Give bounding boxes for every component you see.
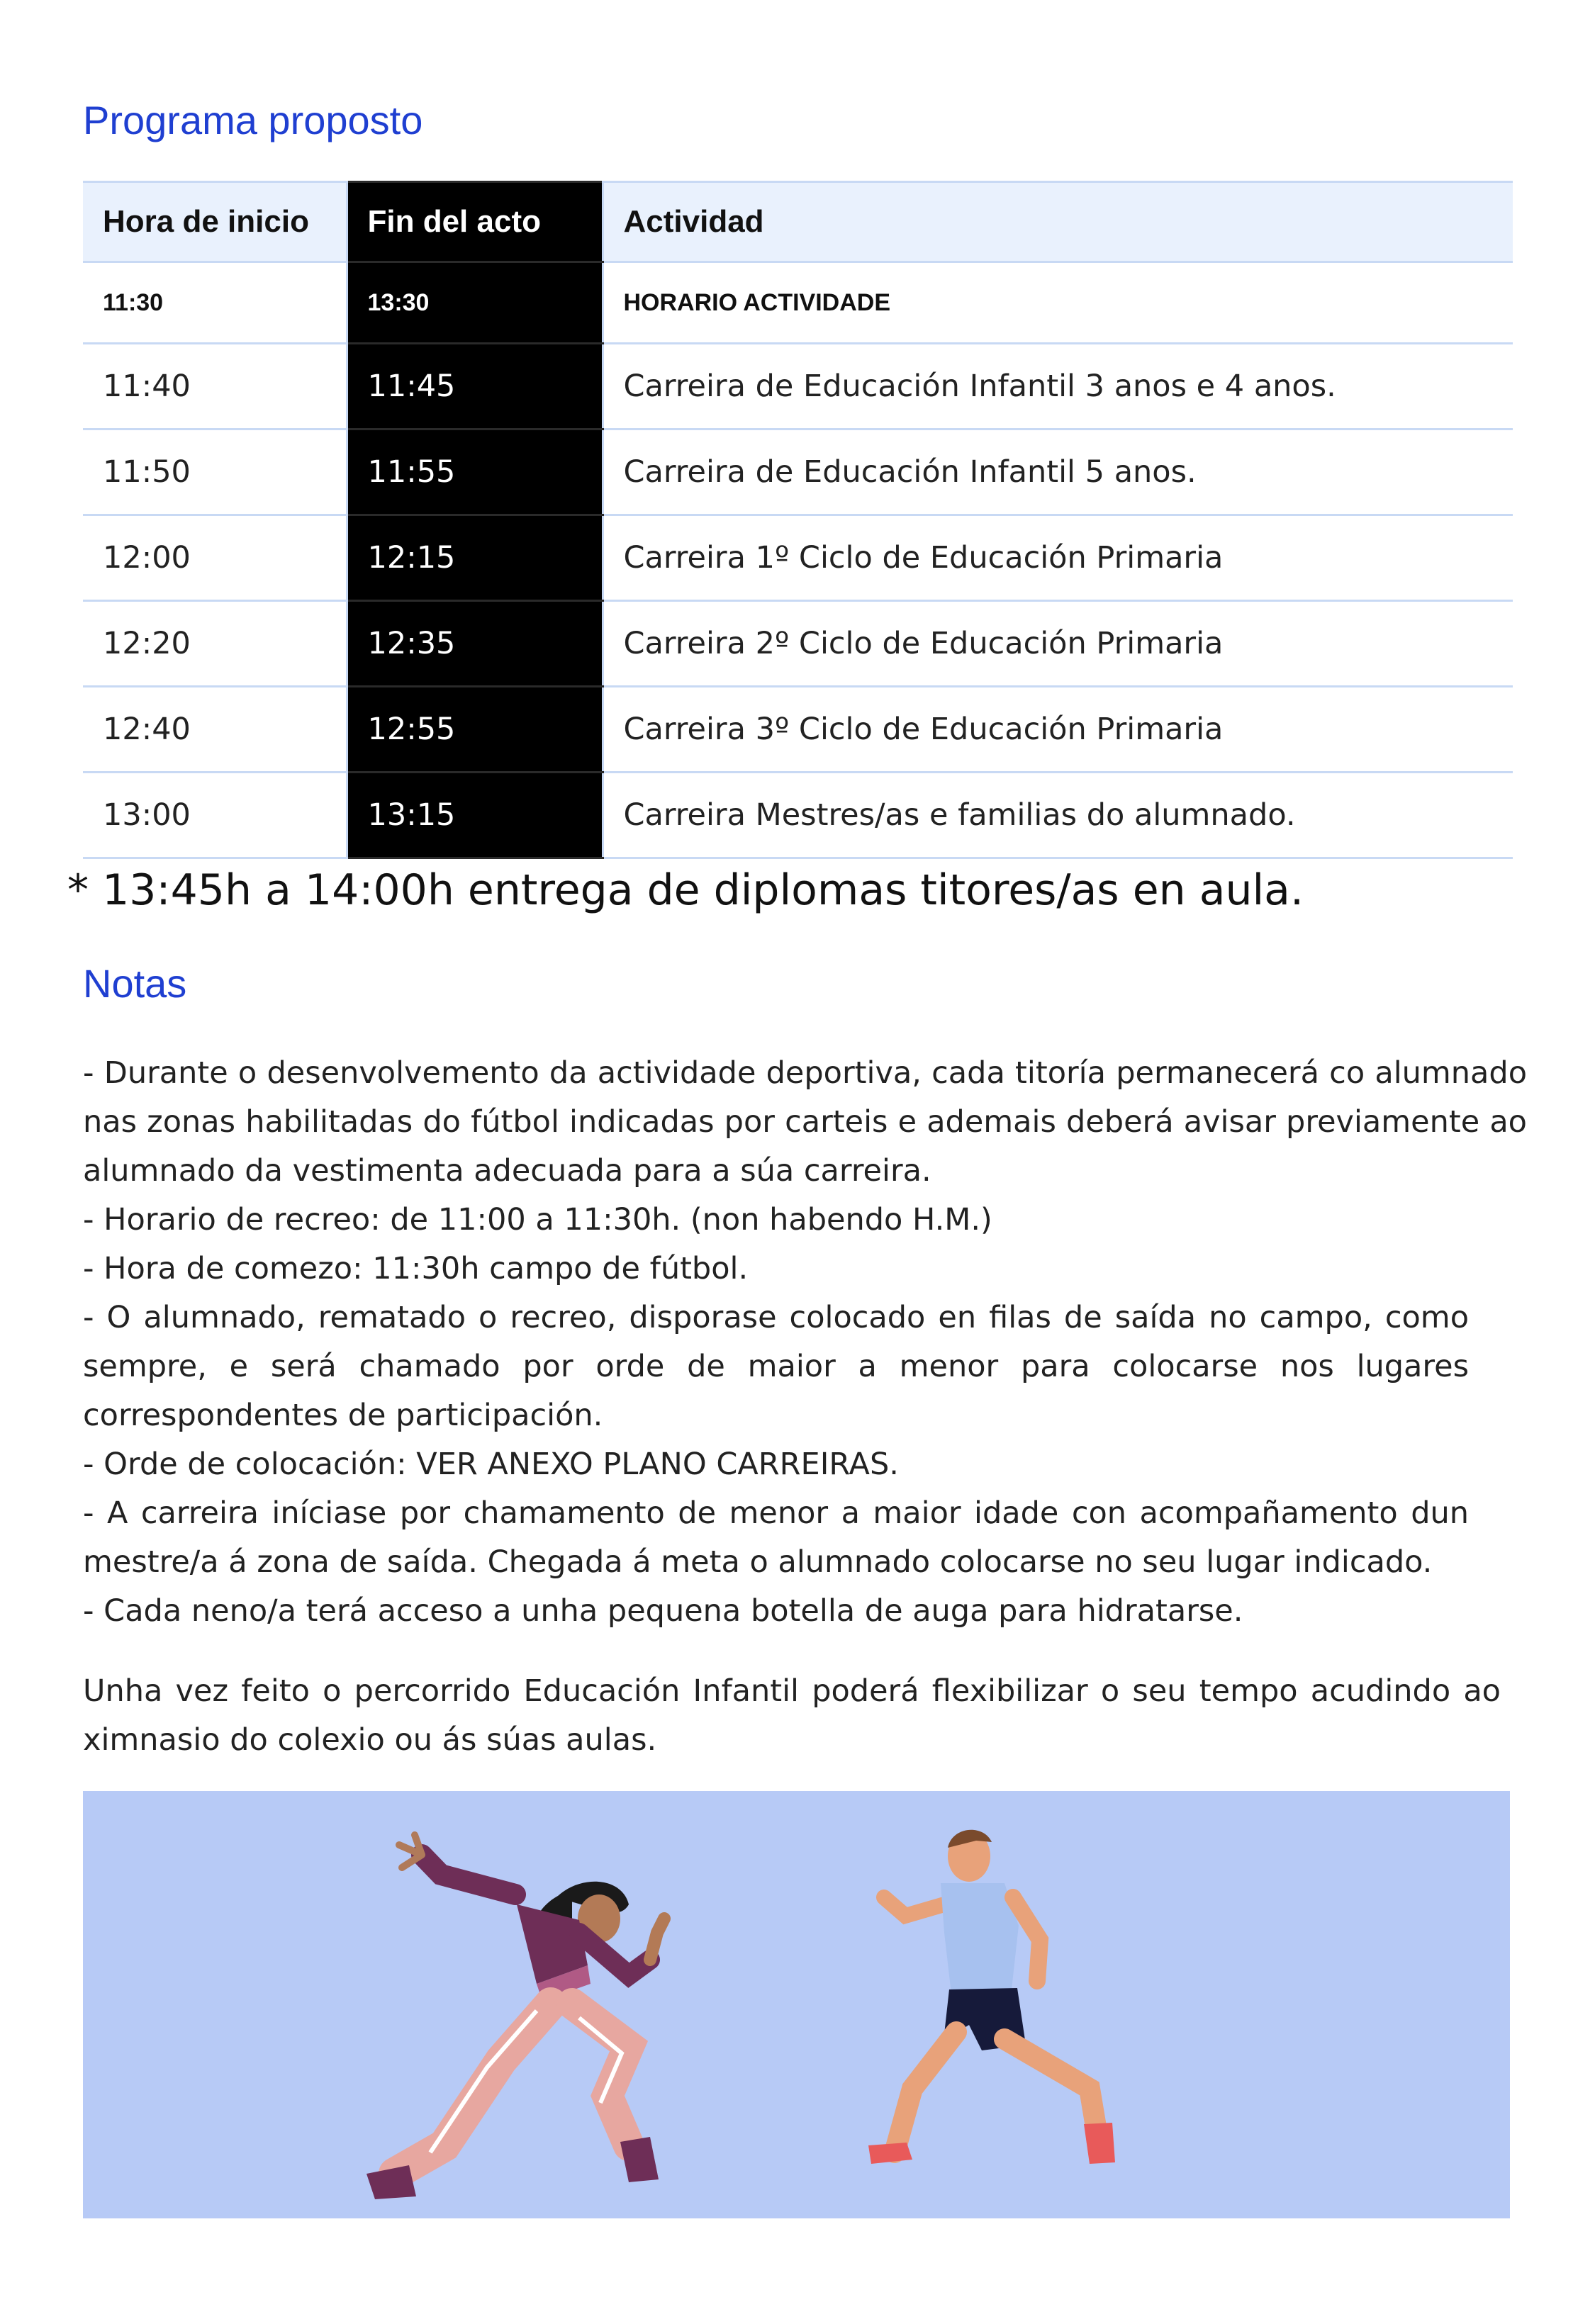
table-row <box>83 344 1513 430</box>
nota-item: - O alumnado, rematado o recreo, disporase colocado en filas de saída no campo, como sempre, e será chamado por orde de maior a menor para colocarse nos lugares correspondentes de participación. <box>83 1300 1469 1433</box>
header-fin-acto: Fin del acto <box>347 182 603 262</box>
cell-inicio: 11:40 <box>83 344 347 430</box>
cell-actividad: Carreira Mestres/as e familias do alumnado. <box>603 773 1513 858</box>
cell-actividad: Carreira 3º Ciclo de Educación Primaria <box>603 687 1513 773</box>
cell-actividad: Carreira de Educación Infantil 5 anos. <box>603 430 1513 515</box>
notas-list <box>83 1049 1527 1636</box>
cell-inicio: 12:20 <box>83 601 347 687</box>
cell-fin: 12:55 <box>347 687 603 773</box>
table-row <box>83 515 1513 601</box>
notas-title: Notas <box>83 961 187 1006</box>
cell-inicio: 11:30 <box>83 262 347 344</box>
cell-actividad: Carreira de Educación Infantil 3 anos e 4 anos. <box>603 344 1513 430</box>
runners-illustration <box>83 1791 1510 2218</box>
table-row <box>83 601 1513 687</box>
cell-inicio: 12:40 <box>83 687 347 773</box>
cell-fin: 13:30 <box>347 262 603 344</box>
cell-inicio: 12:00 <box>83 515 347 601</box>
cell-inicio: 13:00 <box>83 773 347 858</box>
header-actividad: Actividad <box>603 182 1513 262</box>
nota-final-text: Unha vez feito o percorrido Educación Infantil poderá flexibilizar o seu tempo acudindo ao ximnasio do colexio ou ás súas aulas. <box>83 1673 1501 1758</box>
table-row-horario <box>83 262 1513 344</box>
nota-item: - Horario de recreo: de 11:00 a 11:30h. (non habendo H.M.) <box>83 1202 992 1237</box>
runners-svg <box>83 1791 1510 2218</box>
cell-fin: 12:35 <box>347 601 603 687</box>
cell-actividad: Carreira 1º Ciclo de Educación Primaria <box>603 515 1513 601</box>
nota-item: - A carreira iníciase por chamamento de menor a maior idade con acompañamento dun mestre/a á zona de saída. Chegada á meta o alumnado colocarse no seu lugar indicado. <box>83 1495 1469 1580</box>
cell-fin: 12:15 <box>347 515 603 601</box>
programa-table <box>83 181 1513 859</box>
table-row <box>83 687 1513 773</box>
cell-actividad: Carreira 2º Ciclo de Educación Primaria <box>603 601 1513 687</box>
nota-item: - Durante o desenvolvemento da actividade deportiva, cada titoría permanecerá co alumnado nas zonas habilitadas do fútbol indicadas por carteis e ademais deberá avisar previamente ao alumnado da vestimenta adecuada para a súa carreira. <box>83 1055 1527 1189</box>
cell-actividad: HORARIO ACTIVIDADE <box>603 262 1513 344</box>
cell-fin: 11:45 <box>347 344 603 430</box>
nota-final <box>83 1667 1501 1765</box>
table-header-row <box>83 182 1513 262</box>
cell-fin: 11:55 <box>347 430 603 515</box>
cell-inicio: 11:50 <box>83 430 347 515</box>
diplomas-footnote: * 13:45h a 14:00h entrega de diplomas titores/as en aula. <box>67 865 1304 915</box>
table-row <box>83 430 1513 515</box>
table-row <box>83 773 1513 858</box>
nota-item: - Cada neno/a terá acceso a unha pequena botella de auga para hidratarse. <box>83 1593 1243 1629</box>
nota-item: - Hora de comezo: 11:30h campo de fútbol. <box>83 1251 749 1286</box>
cell-fin: 13:15 <box>347 773 603 858</box>
header-hora-inicio: Hora de inicio <box>83 182 347 262</box>
programa-title: Programa proposto <box>83 98 423 142</box>
woman-sprinter-figure <box>366 1835 664 2199</box>
man-runner-figure <box>868 1830 1115 2164</box>
nota-item: - Orde de colocación: VER ANEXO PLANO CARREIRAS. <box>83 1447 899 1482</box>
